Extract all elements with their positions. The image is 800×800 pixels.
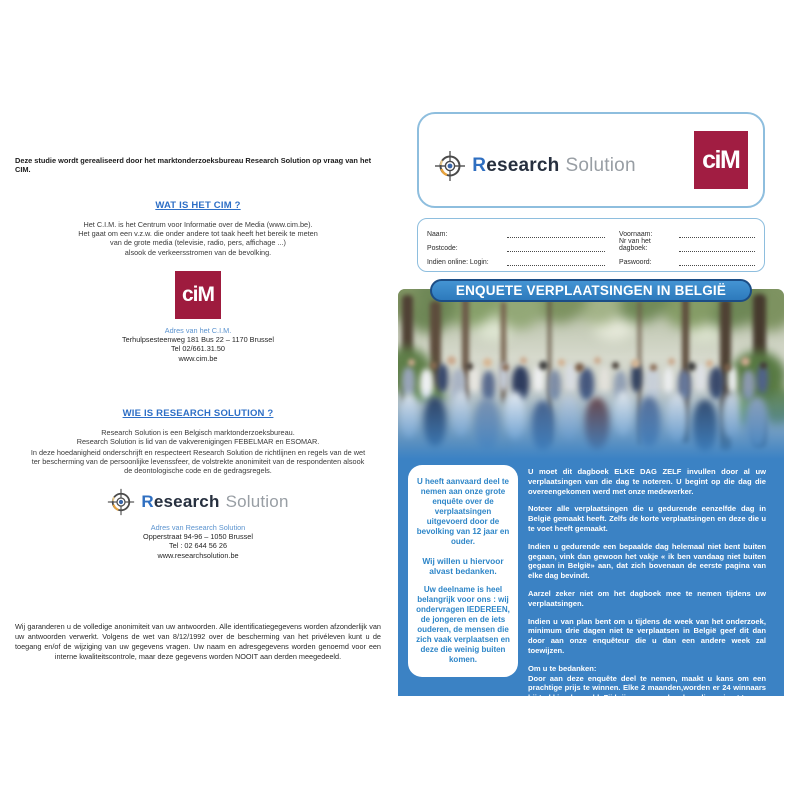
research-solution-wordmark-research: Research [472, 155, 560, 176]
instruction-paragraph: U moet dit dagboek ELKE DAG ZELF invullen door al uw verplaatsingen van die dag te noteren. U begint op die dag die overeengekomen werd met onze medewerker. [528, 467, 766, 496]
research-solution-wordmark-solution: Solution [225, 491, 289, 511]
thank-you-paragraph: Uw deelname is heel belangrijk voor ons : wij ondervragen IEDEREEN, de jongeren en de iets ouderen, de mensen die zich vaak verplaatsen en deze die weinig buiten komen. [416, 585, 510, 664]
form-field-postcode[interactable] [507, 244, 605, 252]
heading-wie-is-research-solution: WIE IS RESEARCH SOLUTION ? [122, 407, 274, 419]
research-solution-wordmark-research: Research [141, 491, 220, 511]
respondent-form [417, 218, 765, 272]
cim-description [15, 220, 381, 257]
target-icon [434, 150, 466, 182]
target-icon [107, 488, 135, 516]
reward-header: Om u te bedanken: [528, 663, 597, 673]
left-page [15, 156, 381, 662]
rs-address [15, 532, 381, 561]
cim-address-line: www.cim.be [178, 354, 218, 363]
instruction-paragraph: Indien u gedurende een bepaalde dag helemaal niet bent buiten gegaan, vink dan gewoon het vakje « ik ben vandaag niet buiten gegaan in België» aan, dat zich bovenaan de eerste pagina van elke dag bevindt. [528, 541, 766, 581]
rs-address-label: Adres van Research Solution [150, 522, 246, 532]
thank-you-paragraph: U heeft aanvaard deel te nemen aan onze grote enquête over de verplaatsingen uitgevoerd door de bevolking van 12 jaar en ouder. [416, 477, 510, 546]
form-label-dagboeknr: Nr van het dagboek: [619, 238, 651, 252]
research-solution-logo [15, 488, 381, 516]
rs-description-line: Research Solution is lid van de vakverenigingen FEBELMAR en ESOMAR. [76, 436, 320, 446]
form-field-dagboeknr[interactable] [679, 244, 755, 252]
heading-wat-is-het-cim: WAT IS HET CIM ? [155, 200, 241, 211]
cim-description-line: Het C.I.M. is het Centrum voor Informatie over de Media (www.cim.be). [83, 220, 313, 229]
cim-logo-text: ciM [181, 282, 214, 306]
rs-description [15, 428, 381, 446]
privacy-guarantee-paragraph: Wij garanderen u de volledige anonimiteit van uw antwoorden. Alle identificatiegegevens worden afzonderlijk van uw antwoorden verwerkt. Volgens de wet van 8/12/1992 over de bescherming van het privéleven kunt u de toegang en/of de wijziging van uw gegevens vragen. Uw naam en adresgegevens worden genoemd voor een interne kwaliteitscontrole, maar deze gegevens worden NOOIT aan derden meegedeeld. [15, 622, 381, 661]
cim-description-line: van de grote media (televisie, radio, pers, affichage ...) [110, 238, 286, 248]
thank-you-box [408, 465, 518, 677]
foreground-crowd-decoration [400, 393, 418, 439]
form-row-postcode [427, 240, 755, 252]
cim-logo [175, 271, 221, 319]
instruction-paragraph: Noteer alle verplaatsingen die u gedurende eenzelfde dag in België gemaakt heeft. Zelfs de korte verplaatsingen en deze die u te voet heeft gemaakt. [528, 504, 766, 533]
right-page [398, 112, 784, 712]
cim-description-line: alsook de verkeersstromen van de bevolking. [124, 247, 272, 257]
rs-description-paragraph: In deze hoedanigheid onderschrijft en respecteert Research Solution de richtlijnen en regels van de wet ter bescherming van de persoonlijke levenssfeer, de volstrekte anonimiteit van de respondenten alsook de deontologische code en de gedragsregels. [30, 448, 366, 476]
rs-address-line: Tel : 02 644 56 26 [168, 541, 227, 551]
pavement-decoration [398, 401, 527, 459]
thank-you-emphasis: Wij willen u hiervoor alvast bedanken. [422, 556, 504, 576]
cim-address-label: Adres van het C.I.M. [164, 325, 232, 335]
form-field-paswoord[interactable] [679, 258, 755, 266]
instruction-paragraph: Indien u van plan bent om u tijdens de week van het onderzoek, minimum drie dagen niet te verplaatsen in België geef dit dan door aan onze enquêteur die u dan een andere week zal toewijzen. [528, 616, 766, 655]
blue-info-panel [398, 459, 784, 712]
cim-address-line: Terhulpsesteenweg 181 Bus 22 – 1170 Brussel [122, 334, 274, 344]
instruction-paragraph: Aarzel zeker niet om het dagboek mee te nemen tijdens uw verplaatsingen. [528, 588, 766, 608]
rs-address-line: Opperstraat 94-96 – 1050 Brussel [143, 531, 253, 541]
form-row-login [427, 254, 755, 266]
form-field-voornaam[interactable] [679, 230, 755, 238]
form-field-naam[interactable] [507, 230, 605, 238]
research-solution-wordmark-solution: Solution [565, 155, 636, 176]
cim-logo-text: ciM [702, 145, 740, 174]
intro-statement: Deze studie wordt gerealiseerd door het marktonderzoeksbureau Research Solution op vraag van het CIM. [15, 156, 372, 174]
cim-address-line: Tel 02/661.31.50 [171, 344, 225, 354]
crowd-decoration [402, 367, 415, 397]
form-label-login: Indien online: Login: [427, 259, 489, 266]
instructions-column [518, 465, 768, 721]
rs-description-line: Research Solution is een Belgisch marktonderzoeksbureau. [101, 427, 295, 437]
research-solution-logo [434, 150, 635, 182]
street-crowd-photo [398, 289, 784, 459]
form-label-postcode: Postcode: [427, 245, 458, 252]
survey-title-banner: ENQUETE VERPLAATSINGEN IN BELGIË [430, 279, 752, 302]
form-row-name [427, 226, 755, 238]
cim-logo [694, 131, 748, 189]
rs-address-line: www.researchsolution.be [157, 550, 239, 560]
crowd-heads-decoration [408, 359, 415, 366]
header-logo-box [417, 112, 765, 208]
photo-and-info-section [398, 289, 784, 712]
cim-description-line: Het gaat om een v.z.w. die onder andere tot taak heeft het bereik te meten [78, 229, 318, 239]
form-field-login[interactable] [507, 258, 605, 266]
cim-address [15, 335, 381, 364]
reward-paragraph: Door aan deze enquête deel te nemen, maakt u kans om een prachtige prijs te winnen. Elke 2 maanden,worden er 24 winnaars bij trekking bepaald. Zij krijgen een cadeaubon die varieert tussen 20 € en 250 €. [528, 673, 767, 712]
form-label-voornaam: Voornaam: [619, 231, 653, 238]
form-label-naam: Naam: [427, 231, 448, 238]
form-label-paswoord: Paswoord: [619, 259, 652, 266]
